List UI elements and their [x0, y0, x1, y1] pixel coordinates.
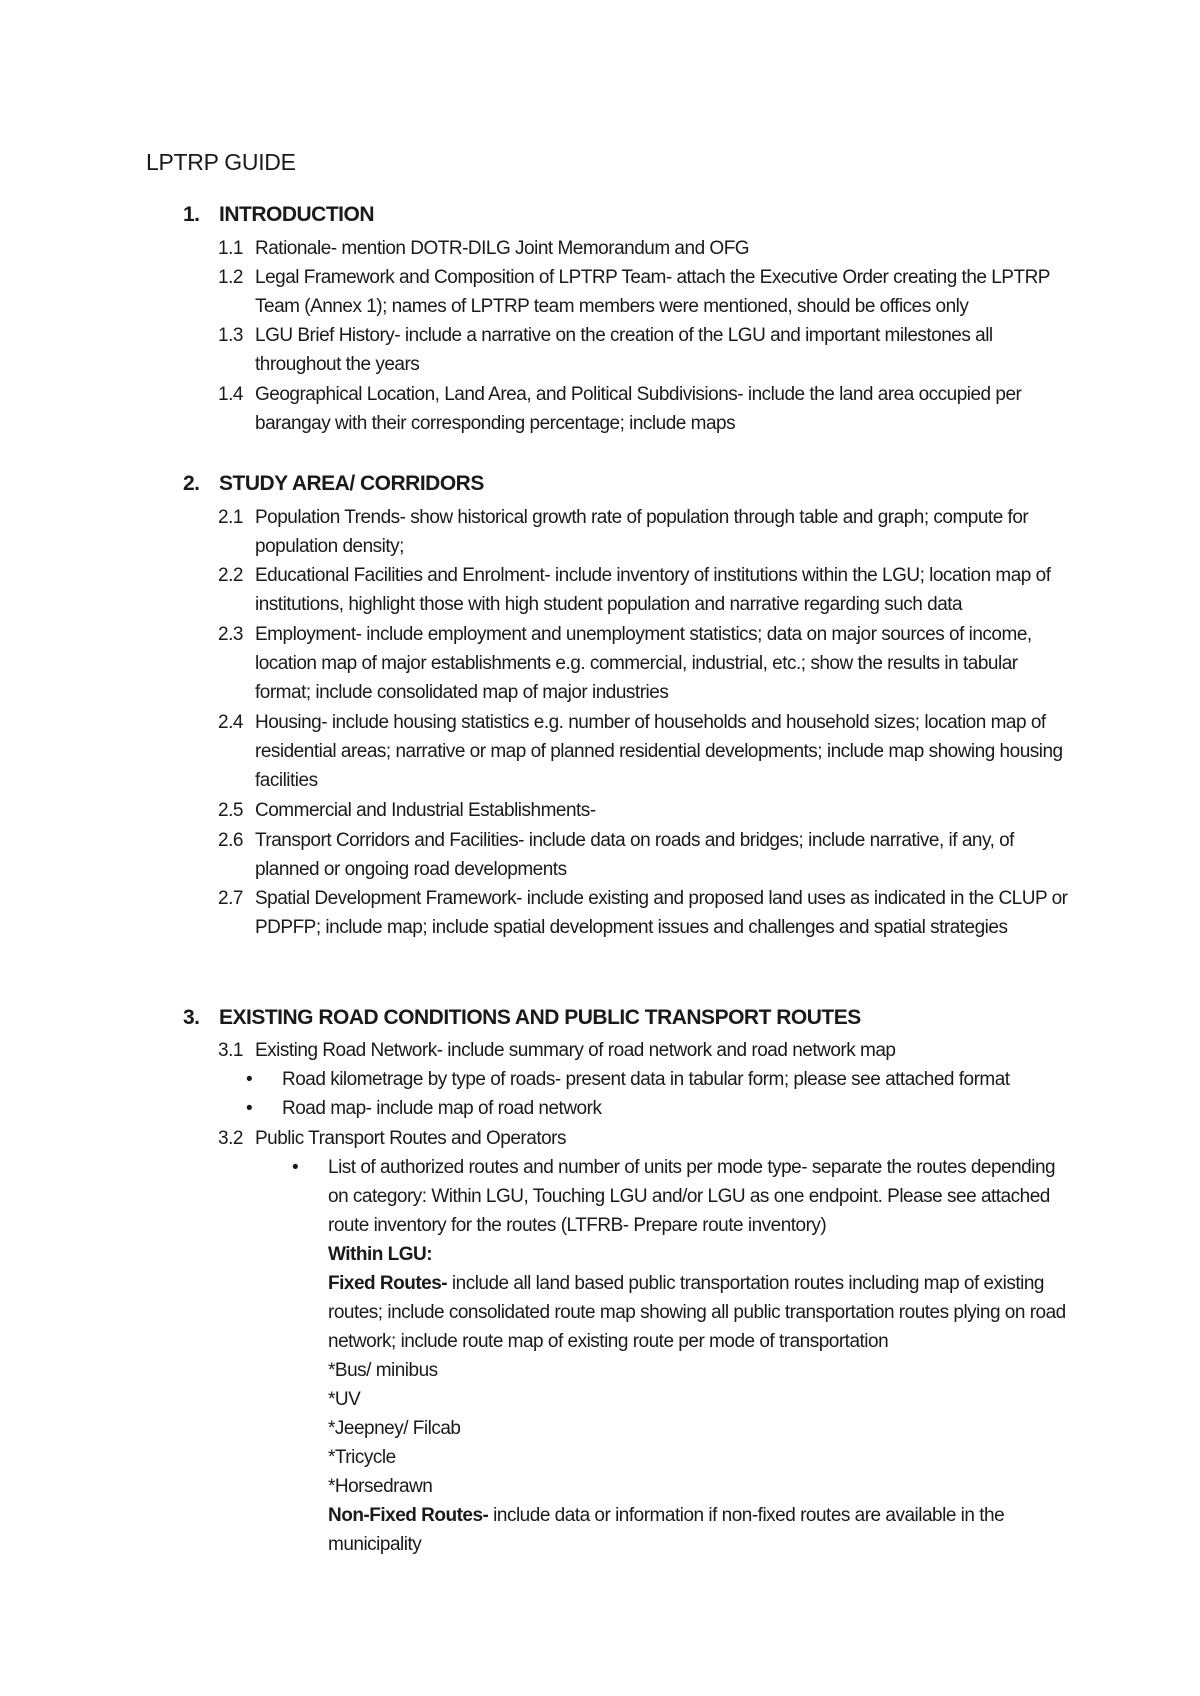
list-item-2-2: 2.2 Educational Facilities and Enrolment- include inventory of institutions within the LGU; location map of institutions, highlight those with high student population and narrative regarding such data	[218, 565, 1051, 615]
section-heading-introduction: 1. INTRODUCTION	[183, 203, 374, 226]
bullet-icon: •	[246, 1069, 253, 1090]
list-item-1-1: 1.1 Rationale- mention DOTR-DILG Joint Memorandum and OFG	[218, 238, 750, 259]
fixed-routes-paragraph: Fixed Routes- include all land based public transportation routes including map of existing routes; include consolidated route map showing all public transportation routes plying on road network; include route map of existing route per mode of transportation	[328, 1273, 1066, 1352]
routes-intro-text: List of authorized routes and number of units per mode type- separate the routes depending on category: Within LGU, Touching LGU and/or LGU as one endpoint. Please see attached route inventory for the routes (LTFRB- Prepare route inventory)	[328, 1157, 1056, 1236]
section-heading-study-area: 2. STUDY AREA/ CORRIDORS	[183, 472, 484, 495]
list-item-2-1: 2.1 Population Trends- show historical growth rate of population through table and graph; compute for population density;	[218, 507, 1029, 557]
bullet-road-kilometrage: • Road kilometrage by type of roads- present data in tabular form; please see attached format	[246, 1065, 1026, 1094]
list-item-2-6: 2.6 Transport Corridors and Facilities- include data on roads and bridges; include narrative, if any, of planned or ongoing road developments	[218, 830, 1014, 880]
document-title: LPTRP GUIDE	[146, 149, 296, 175]
non-fixed-routes-label: Non-Fixed Routes-	[328, 1505, 489, 1526]
mode-uv: *UV	[328, 1389, 361, 1410]
list-item-1-2: 1.2 Legal Framework and Composition of LPTRP Team- attach the Executive Order creating the LPTRP Team (Annex 1); names of LPTRP team members were mentioned, should be offices only	[218, 267, 1050, 317]
bullet-road-map: • Road map- include map of road network	[246, 1094, 1026, 1123]
list-item-2-7: 2.7 Spatial Development Framework- include existing and proposed land uses as indicated in the CLUP or PDPFP; include map; include spatial development issues and challenges and spatial strategies	[218, 888, 1068, 938]
list-item-2-5: 2.5 Commercial and Industrial Establishments-	[218, 800, 596, 821]
list-item-3-1: 3.1 Existing Road Network- include summary of road network and road network map	[218, 1040, 896, 1061]
section-heading-road-conditions: 3. EXISTING ROAD CONDITIONS AND PUBLIC TRANSPORT ROUTES	[183, 1006, 861, 1029]
mode-horsedrawn: *Horsedrawn	[328, 1476, 433, 1497]
fixed-routes-label: Fixed Routes-	[328, 1273, 448, 1294]
mode-tricycle: *Tricycle	[328, 1447, 396, 1468]
list-item-1-3: 1.3 LGU Brief History- include a narrative on the creation of the LGU and important milestones all throughout the years	[218, 325, 993, 375]
list-item-3-2: 3.2 Public Transport Routes and Operators	[218, 1128, 567, 1149]
within-lgu-label: Within LGU:	[328, 1244, 433, 1265]
mode-bus: *Bus/ minibus	[328, 1360, 438, 1381]
bullet-authorized-routes	[292, 1153, 1072, 1559]
mode-jeepney: *Jeepney/ Filcab	[328, 1418, 461, 1439]
non-fixed-routes-paragraph: Non-Fixed Routes- include data or information if non-fixed routes are available in the municipality	[328, 1505, 1005, 1555]
bullet-icon: •	[292, 1157, 299, 1178]
list-item-2-4: 2.4 Housing- include housing statistics e.g. number of households and household sizes; location map of residential areas; narrative or map of planned residential developments; include map showing housing facilities	[218, 712, 1063, 791]
list-item-1-4: 1.4 Geographical Location, Land Area, and Political Subdivisions- include the land area occupied per barangay with their corresponding percentage; include maps	[218, 384, 1022, 434]
bullet-icon: •	[246, 1098, 253, 1119]
list-item-2-3: 2.3 Employment- include employment and unemployment statistics; data on major sources of income, location map of major establishments e.g. commercial, industrial, etc.; show the results in tabular format; include consolidated map of major industries	[218, 624, 1032, 703]
